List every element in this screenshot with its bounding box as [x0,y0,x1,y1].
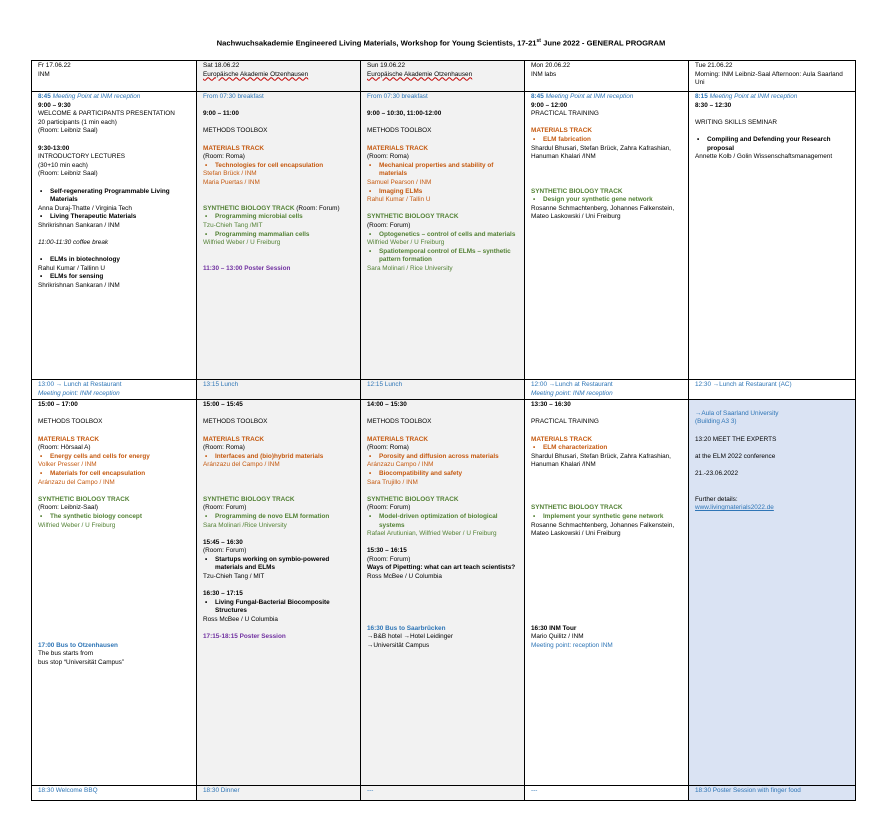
mon-morning-cell: 8:45 Meeting Point at INM reception 9:00 – 12:00 PRACTICAL TRAINING MATERIALS TRACK • ELM fabrication Shardul Bhusari, Stefan Brück, Zahra Kafrashian, Hanuman Khalari /INM SYNTHETIC BIOLOGY TRACK • Design your synthetic gene network Rosanne Schmachtenberg, Johannes Falkenstein, Mateo Laskowski / Uni Freiburg [525,92,689,380]
program-table [31,60,856,801]
tue-evening-cell: 18:30 Poster Session with finger food [689,786,856,801]
page-title: Nachwuchsakademie Engineered Living Materials, Workshop for Young Scientists, 17-21st June 2022 - GENERAL PROGRAM [216,38,666,48]
fri-evening-cell: 18:30 Welcome BBQ [32,786,197,801]
conference-link[interactable]: www.livingmaterials2022.de [695,504,774,512]
sat-morning-cell: From 07:30 breakfast 9:00 – 11:00 METHODS TOOLBOX MATERIALS TRACK (Room: Roma) • Technologies for cell encapsulation Stefan Brück / INM Maria Puertas / INM SYNTHETIC BIOLOGY TRACK (Room: Forum) • Programming microbial cells Tzu-Chieh Tang /MIT • Programming mammalian cells Wilfried Weber / U Freiburg 11:30 – 13:00 Poster Session [197,92,361,380]
lecture-item: • ELMs for sensing [38,273,190,282]
sun-afternoon-cell: 14:00 – 15:30 METHODS TOOLBOX MATERIALS TRACK (Room: Roma) • Porosity and diffusion across materials Aránzazu Campo / INM • Biocompatibility and safety Sara Trujillo / INM SYNTHETIC BIOLOGY TRACK (Room: Forum) • Model-driven optimization of biological systems Rafael Arutiunian, Wilfried Weber / U Freiburg 15:30 – 16:15 (Room: Forum) Ways of Pipetting: what can art teach scientists? Ross McBee / U Columbia 16:30 Bus to Saarbrücken →B&B hotel →Hotel Leidinger →Universität Campus [361,400,525,786]
mon-lunch-cell: 12:00 →Lunch at Restaurant Meeting point: INM reception [525,380,689,400]
sun-morning-cell: From 07:30 breakfast 9:00 – 10:30, 11:00-12:00 METHODS TOOLBOX MATERIALS TRACK (Room: Roma) • Mechanical properties and stability of materials Samuel Pearson / INM • Imaging ELMs Rahul Kumar / Tallin U SYNTHETIC BIOLOGY TRACK (Room: Forum) • Optogenetics – control of cells and materials Wilfried Weber / U Freiburg • Spatiotemporal control of ELMs – synthetic pattern formation Sara Molinari / Rice University [361,92,525,380]
lecture-item: • Living Therapeutic Materials [38,213,190,222]
lunch-row [32,380,856,400]
fri-morning-cell: 8:45 Meeting Point at INM reception 9:00 – 9:30 WELCOME & PARTICIPANTS PRESENTATION 20 participants (1 min each) (Room: Leibniz Saal) 9:30-13:00 INTRODUCTORY LECTURES (30+10 min each) (Room: Leibniz Saal) • Self-regenerating Programmable Living Materials Anna Duraj-Thatte / Virginia Tech • Living Therapeutic Materials Shrikrishnan Sankaran / INM 11:00-11:30 coffee break • ELMs in biotechnology Rahul Kumar / Tallinn U • ELMs for sensing Shrikrishnan Sankaran / INM [32,92,197,380]
tue-morning-cell: 8:15 Meeting Point at INM reception 8:30 – 12:30 WRITING SKILLS SEMINAR • Compiling and Defending your Research proposal Annette Kolb / Golin Wissenschaftsmanagement [689,92,856,380]
day-header-sun: Sun 19.06.22 Europäische Akademie Otzenhausen [361,61,525,92]
sat-afternoon-cell: 15:00 – 15:45 METHODS TOOLBOX MATERIALS TRACK (Room: Roma) • Interfaces and (bio)hybrid materials Aránzazu del Campo / INM SYNTHETIC BIOLOGY TRACK (Room: Forum) • Programming de novo ELM formation Sara Molinari /Rice University 15:45 – 16:30 (Room: Forum) • Startups working on symbio-powered materials and ELMs Tzu-Chieh Tang / MIT 16:30 – 17:15 • Living Fungal-Bacterial Biocomposite Structures Ross McBee / U Columbia 17:15-18:15 Poster Session [197,400,361,786]
lecture-item: • Self-regenerating Programmable Living Materials [38,188,190,205]
afternoon-row [32,400,856,786]
mon-evening-cell: --- [525,786,689,801]
day-header-row [32,61,856,92]
tue-lunch-cell: 12:30 →Lunch at Restaurant (AC) [689,380,856,400]
mon-afternoon-cell: 13:30 – 16:30 PRACTICAL TRAINING MATERIALS TRACK • ELM characterization Shardul Bhusari, Stefan Brück, Zahra Kafrashian, Hanuman Khalari /INM SYNTHETIC BIOLOGY TRACK • Implement your synthetic gene network Rosanne Schmachtenberg, Johannes Falkenstein, Mateo Laskowski / Uni Freiburg 16:30 INM Tour Mario Quilitz / INM Meeting point: reception INM [525,400,689,786]
day-header-sat: Sat 18.06.22 Europäische Akademie Otzenhausen [197,61,361,92]
sat-evening-cell: 18:30 Dinner [197,786,361,801]
day-header-mon: Mon 20.06.22 INM labs [525,61,689,92]
lecture-item: • ELMs in biotechnology [38,256,190,265]
day-header-tue: Tue 21.06.22 Morning: INM Leibniz-Saal Afternoon: Aula Saarland Uni [689,61,856,92]
fri-lunch-cell: 13:00 → Lunch at Restaurant Meeting point: INM reception [32,380,197,400]
sun-evening-cell: --- [361,786,525,801]
tue-afternoon-cell: →Aula of Saarland University (Building A3 3) 13:20 MEET THE EXPERTS at the ELM 2022 conference 21.-23.06.2022 Further details: www.livingmaterials2022.de [689,400,856,786]
morning-row [32,92,856,380]
day-header-fri: Fr 17.06.22 INM [32,61,197,92]
sat-lunch-cell: 13:15 Lunch [197,380,361,400]
fri-afternoon-cell: 15:00 – 17:00 METHODS TOOLBOX MATERIALS TRACK (Room: Hörsaal A) • Energy cells and cells for energy Volker Presser / INM • Materials for cell encapsulation Aránzazu del Campo / INM SYNTHETIC BIOLOGY TRACK (Room: Leibniz-Saal) • The synthetic biology concept Wilfried Weber / U Freiburg 17:00 Bus to Otzenhausen The bus starts from bus stop “Universität Campus” [32,400,197,786]
sun-lunch-cell: 12:15 Lunch [361,380,525,400]
evening-row [32,786,856,801]
